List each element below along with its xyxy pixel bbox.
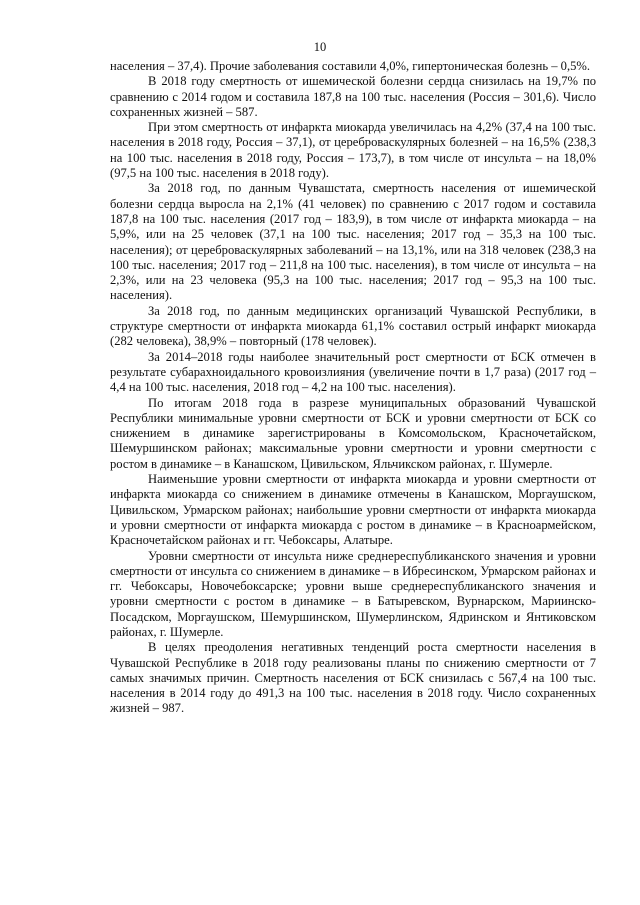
paragraph-subarachnoid-hemorrhage: За 2014–2018 годы наиболее значительный рост смертности от БСК отмечен в результате субарахноидального кровоизлияния (увеличение почти в 1,7 раза) (2017 год – 4,4 на 100 тыс. населения, 2018 год – 4,2 на 100 тыс. населения).: [110, 349, 596, 395]
paragraph-myocardial-infarction: При этом смертность от инфаркта миокарда увеличилась на 4,2% (37,4 на 100 тыс. населения в 2018 году, Россия – 37,1), от цереброваскулярных болезней – на 16,5% (238,3 на 100 тыс. населения в 2018 году, Россия – 173,7), в том числе от инсульта – на 18,0% (97,5 на 100 тыс. населения в 2018 году).: [110, 120, 596, 181]
page-number: 10: [313, 40, 327, 54]
paragraph-mortality-reduction-plans: В целях преодоления негативных тенденций роста смертности населения в Чувашской Республике в 2018 году реализованы планы по снижению смертности от 7 самых значимых причин. Смертность населения от БСК снизилась с 567,4 на 100 тыс. населения в 2014 году до 491,3 на 100 тыс. населения в 2018 году. Число сохраненных жизней – 987.: [110, 640, 596, 716]
paragraph-continuation: населения – 37,4). Прочие заболевания составили 4,0%, гипертоническая болезнь – 0,5%.: [110, 59, 591, 73]
paragraph-municipal-bsk: По итогам 2018 года в разрезе муниципальных образований Чувашской Республики минимальные уровни смертности от БСК и уровни смертности от БСК со снижением в динамике зарегистрированы в Комсомольском, Красночетайском, Шемуршинском районах; максимальные уровни смертности и уровни смертности с ростом в динамике – в Канашском, Цивильском, Яльчикском районах, г. Шумерле.: [110, 395, 596, 471]
paragraph-ihd-mortality-2018: В 2018 году смертность от ишемической болезни сердца снизилась на 19,7% по сравнению с 2014 годом и составила 187,8 на 100 тыс. населения (Россия – 301,6). Число сохраненных жизней – 587.: [110, 74, 596, 119]
paragraph-chuvashstat-data: За 2018 год, по данным Чувашстата, смертность населения от ишемической болезни сердца выросла на 2,1% (41 человек) по сравнению с 2017 годом и составила 187,8 на 100 тыс. населения (2017 год – 183,9), в том числе от инфаркта миокарда – на 5,9%, или на 25 человек (37,1 на 100 тыс. населения; 2017 год – 35,3 на 100 тыс. населения); от цереброваскулярных заболеваний – на 13,1%, или на 318 человек (238,3 на 100 тыс. населения; 2017 год – 211,8 на 100 тыс. населения), в том числе от инсульта – на 2,3%, или на 23 человека (95,3 на 100 тыс. населения; 2017 год – 95,3 на 100 тыс. населения).: [110, 181, 596, 303]
paragraph-municipal-infarction: Наименьшие уровни смертности от инфаркта миокарда и уровни смертности от инфаркта миокарда со снижением в динамике отмечены в Канашском, Моргаушском, Цивильском, Урмарском районах; наибольшие уровни смертности от инфаркта миокарда и уровни смертности от инфаркта миокарда с ростом в динамике – в Красноармейском, Красночетайском районах и гг. Чебоксары, Алатыре.: [110, 472, 596, 548]
paragraph-medical-organizations: За 2018 год, по данным медицинских организаций Чувашской Республики, в структуре смертности от инфаркта миокарда 61,1% составил острый инфаркт миокарда (282 человека), 38,9% – повторный (178 человек).: [110, 303, 596, 349]
body-text: [110, 59, 596, 717]
paragraph-municipal-stroke: Уровни смертности от инсульта ниже среднереспубликанского значения и уровни смертности от инсульта со снижением в динамике – в Ибресинском, Урмарском районах и гг. Чебоксары, Новочебоксарске; уровни выше среднереспубликанского значения и уровни смертности с ростом в динамике – в Батыревском, Вурнарском, Мариинско-Посадском, Моргаушском, Шемуршинском, Шумерлинском, Ядринском и Янтиковском районах, г. Шумерле.: [110, 548, 596, 639]
